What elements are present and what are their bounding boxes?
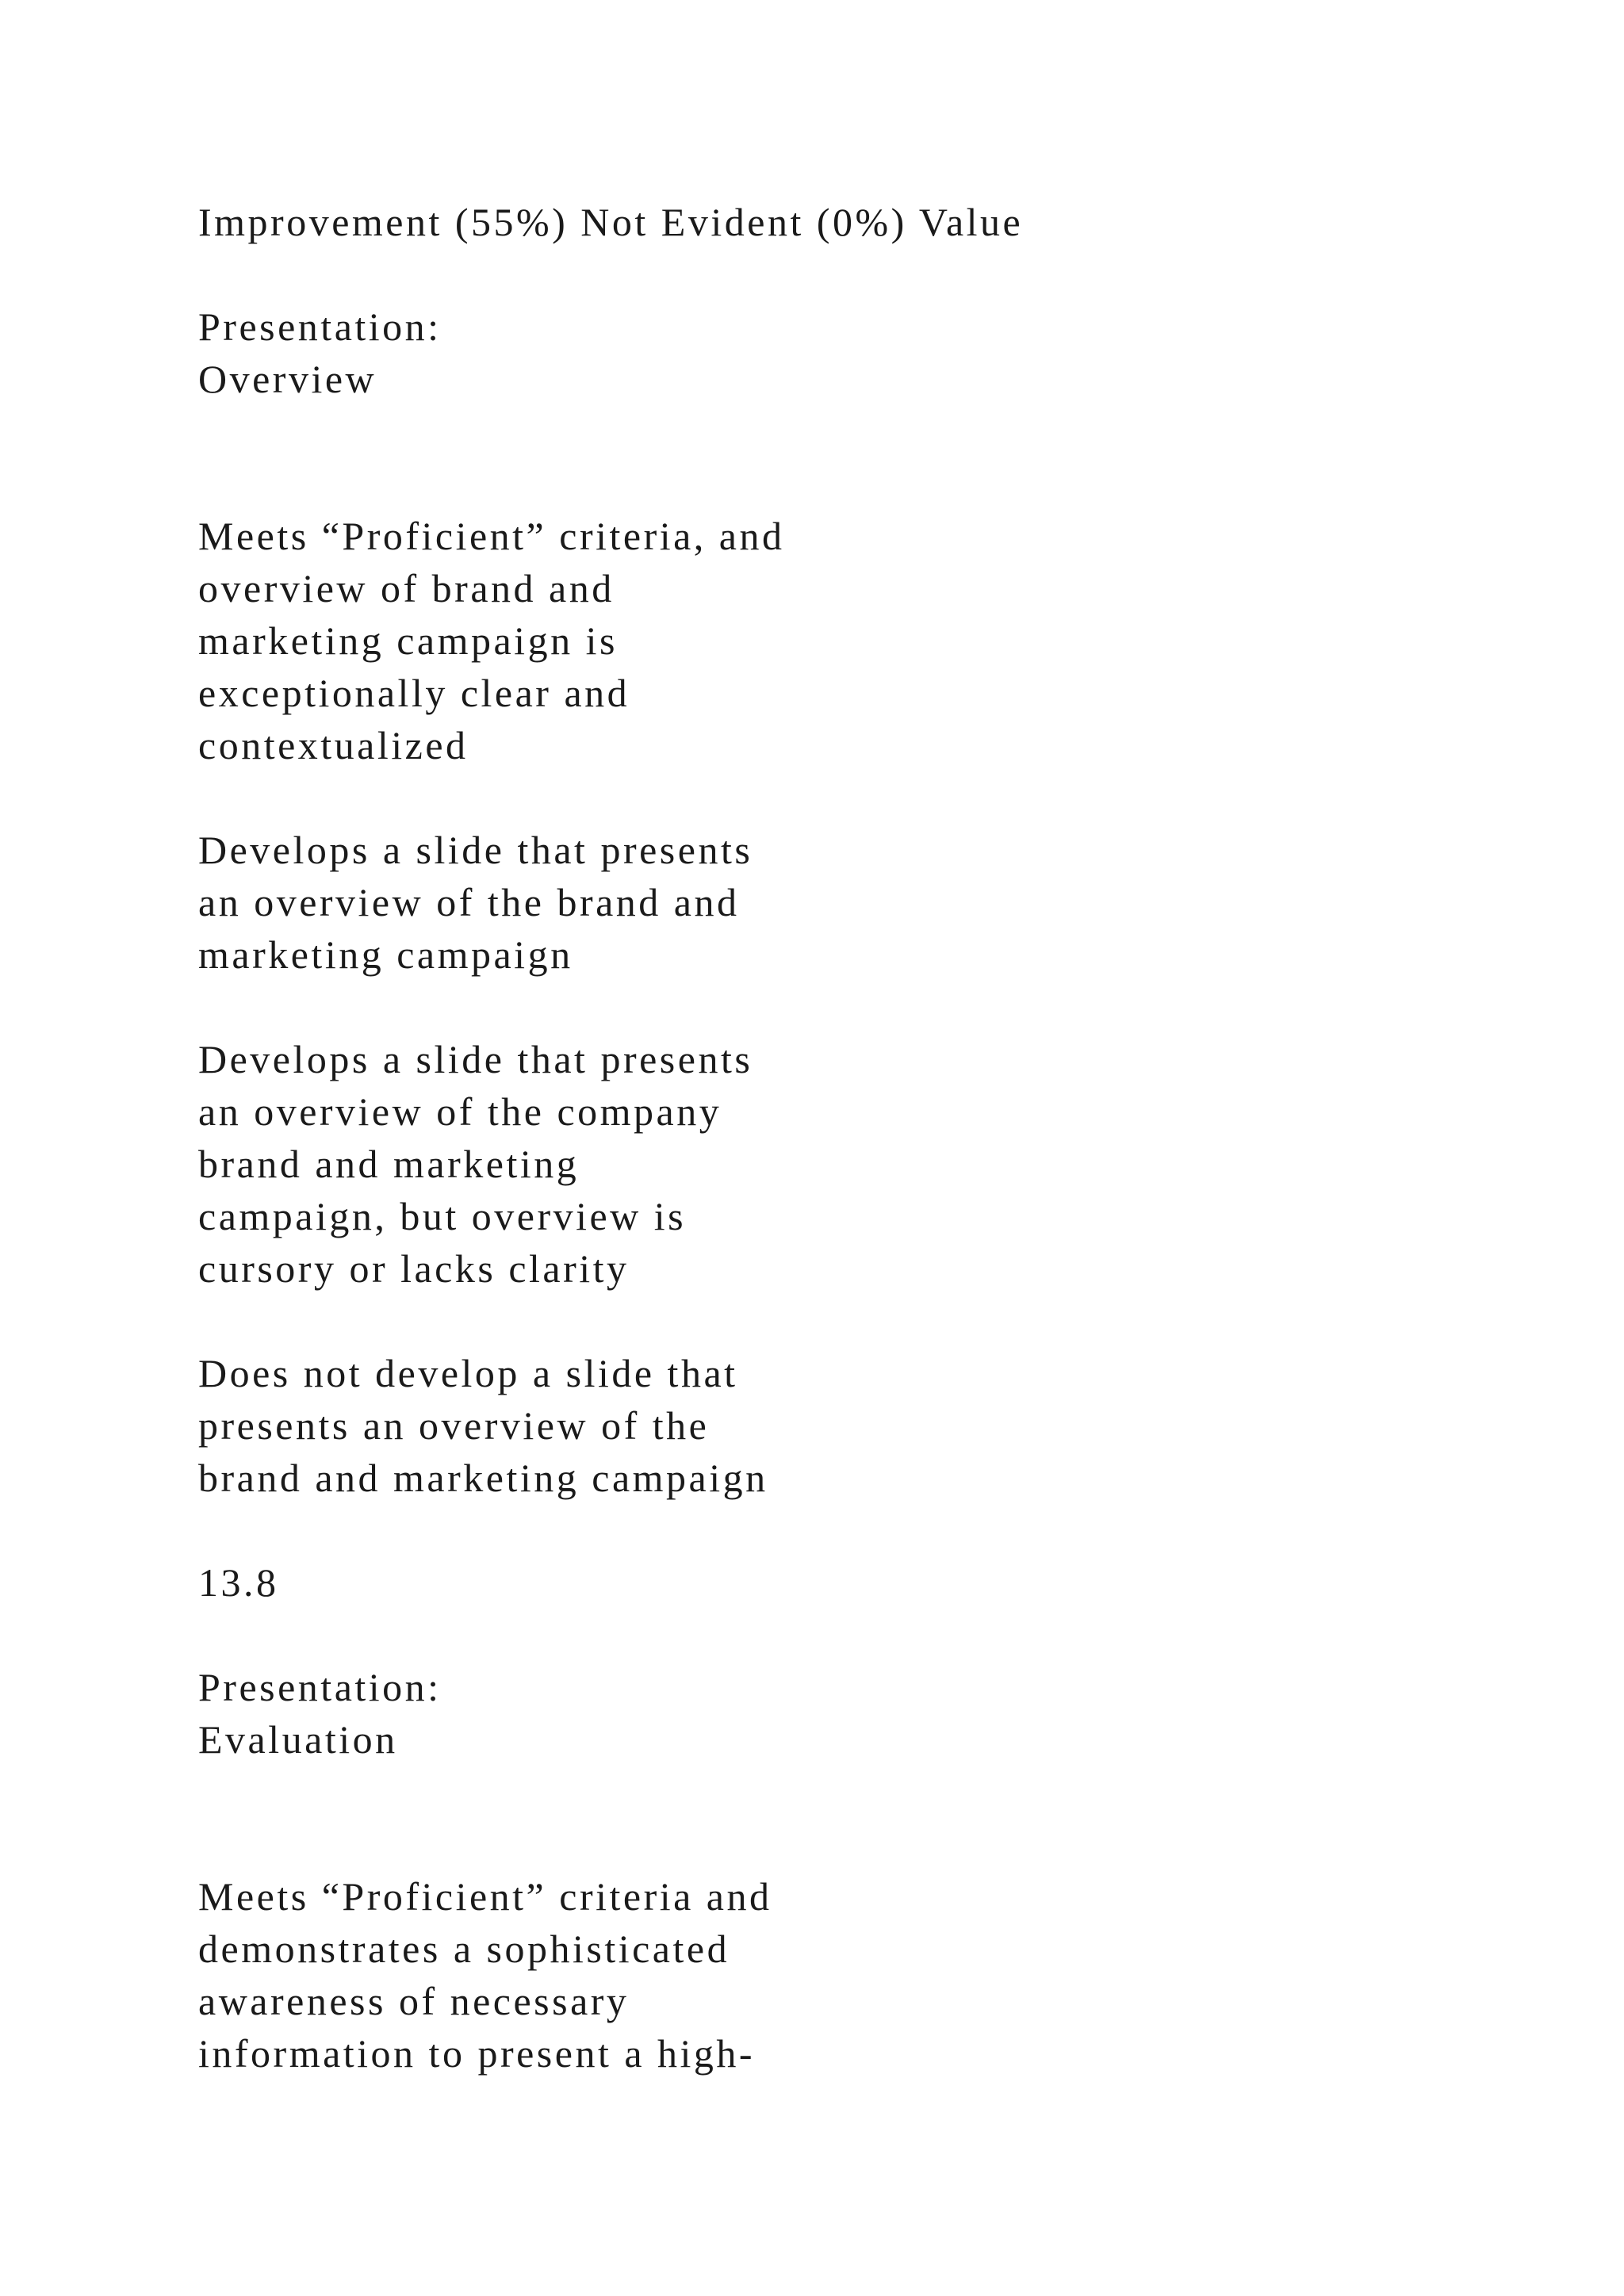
text-line: awareness of necessary (198, 1979, 630, 2023)
text-line: demonstrates a sophisticated (198, 1927, 730, 1971)
proficient-text-overview (198, 824, 1467, 981)
text-line: exceptionally clear and (198, 671, 630, 715)
criterion-title-evaluation (198, 1661, 1467, 1766)
text-line: marketing campaign is (198, 618, 618, 663)
value-overview (198, 1556, 1467, 1609)
text-line: cursory or lacks clarity (198, 1246, 630, 1291)
text-line: contextualized (198, 723, 469, 767)
exemplary-text-overview (198, 510, 1467, 771)
text-line: Does not develop a slide that (198, 1351, 738, 1395)
criterion-title-overview (198, 300, 1467, 405)
text-line: an overview of the brand and (198, 880, 740, 924)
text-line: Develops a slide that presents (198, 828, 753, 872)
text-line: presents an overview of the (198, 1403, 710, 1448)
text-line: brand and marketing campaign (198, 1456, 768, 1500)
text-line: marketing campaign (198, 932, 573, 977)
text-line: Evaluation (198, 1717, 398, 1762)
text-line: overview of brand and (198, 566, 615, 610)
not-evident-text-overview (198, 1347, 1467, 1504)
text-line: Meets “Proficient” criteria, and (198, 514, 785, 558)
document-body (198, 196, 1467, 2132)
text-line: Presentation: (198, 304, 442, 349)
header-line (198, 196, 1467, 248)
text-line: Improvement (55%) Not Evident (0%) Value (198, 200, 1024, 244)
needs-improvement-text-overview (198, 1033, 1467, 1295)
text-line: Meets “Proficient” criteria and (198, 1874, 772, 1919)
text-line: an overview of the company (198, 1089, 722, 1134)
text-line: brand and marketing (198, 1142, 580, 1186)
text-line: campaign, but overview is (198, 1194, 687, 1238)
text-line: 13.8 (198, 1560, 279, 1605)
text-line: Presentation: (198, 1665, 442, 1709)
exemplary-text-evaluation (198, 1870, 1467, 2080)
text-line: information to present a high- (198, 2031, 756, 2076)
text-line: Develops a slide that presents (198, 1037, 753, 1081)
text-line: Overview (198, 357, 377, 401)
